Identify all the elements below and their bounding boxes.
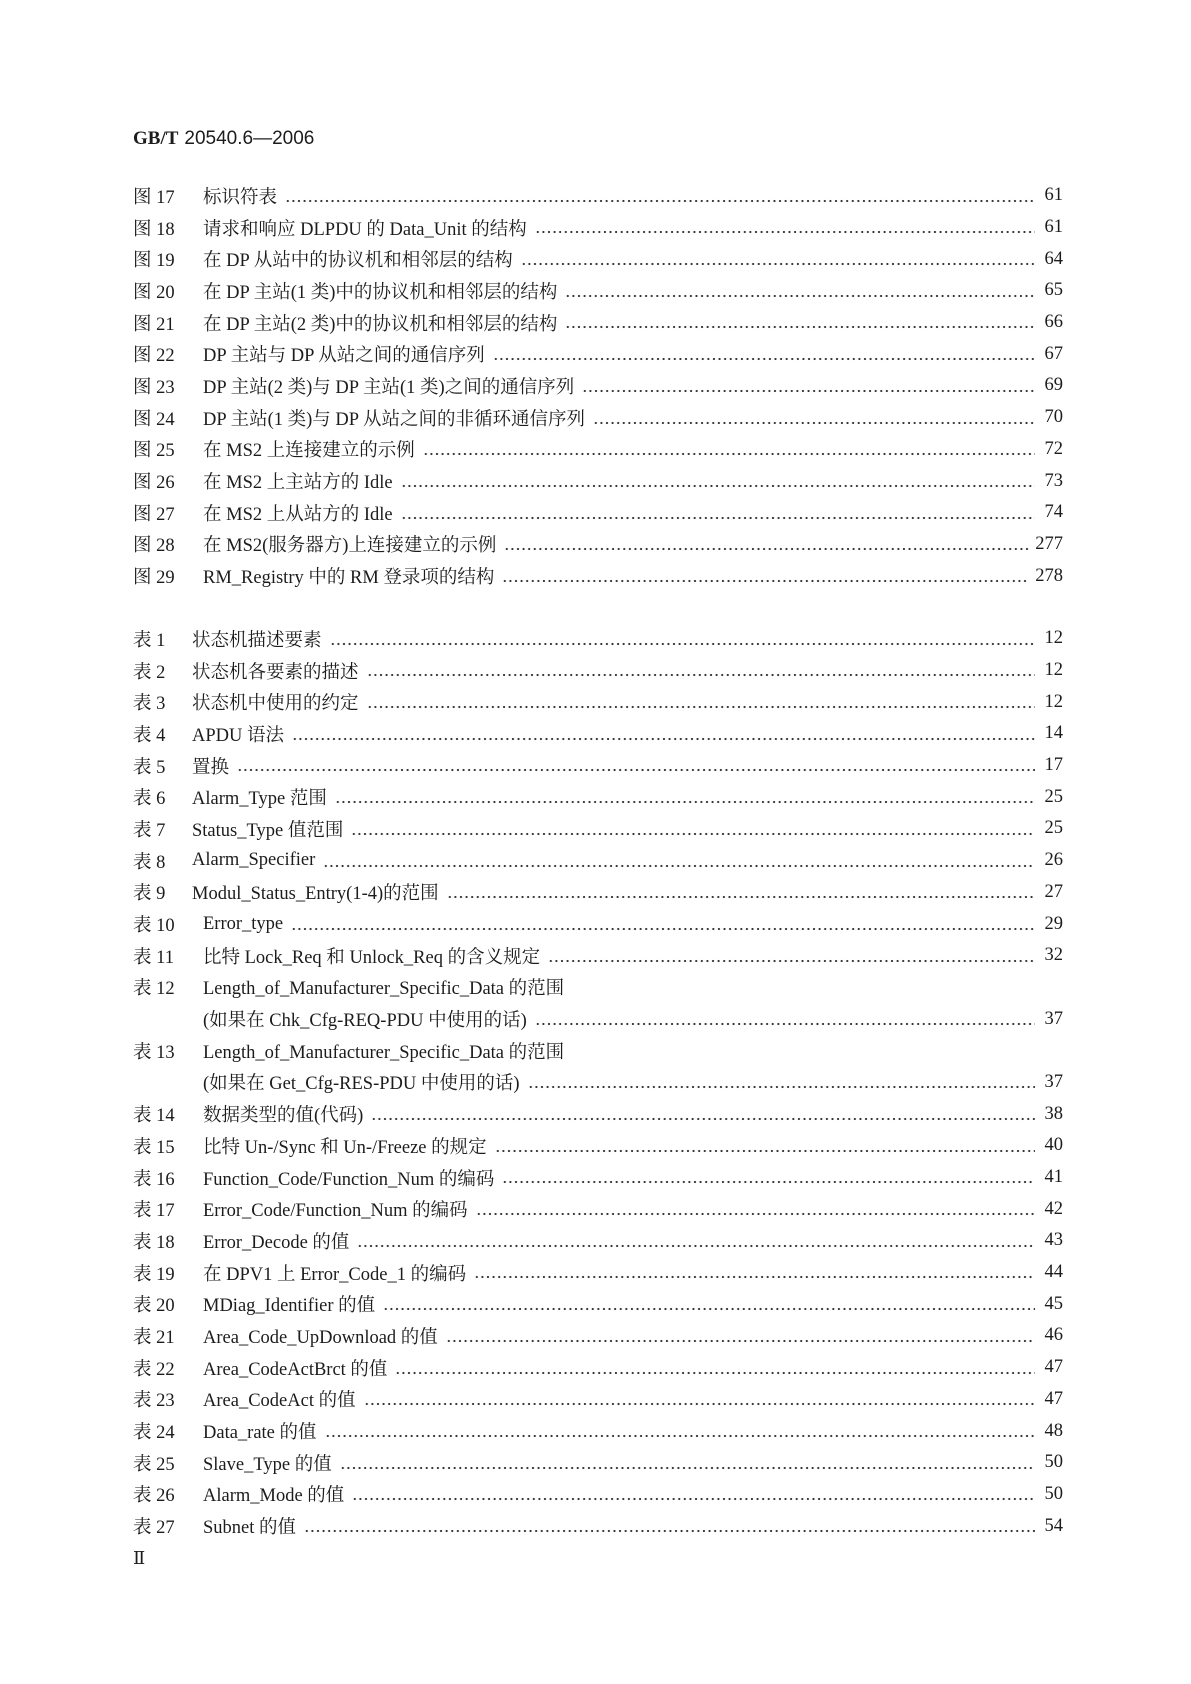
- dot-leader: [395, 1371, 1035, 1375]
- entry-continuation: (如果在 Get_Cfg-RES-PDU 中使用的话): [203, 1074, 520, 1095]
- entry-page-number: 46: [1044, 1325, 1063, 1346]
- entry-line: [133, 434, 1063, 466]
- entry-label: 表 27: [133, 1518, 175, 1539]
- entry-title: 在 DPV1 上 Error_Code_1 的编码: [203, 1264, 467, 1285]
- entry-page-number: 43: [1044, 1230, 1063, 1251]
- entry-label: 表 8: [133, 852, 166, 873]
- entry-line: [133, 877, 1063, 909]
- entry-page-number: 32: [1044, 945, 1063, 966]
- entry-line: [133, 1225, 1063, 1257]
- entry-page-number: 45: [1044, 1293, 1063, 1314]
- entry-line: [133, 845, 1063, 877]
- entry-title: 比特 Un-/Sync 和 Un-/Freeze 的规定: [203, 1137, 487, 1158]
- entry-title: DP 主站(2 类)与 DP 主站(1 类)之间的通信序列: [203, 377, 575, 398]
- entry-label: 表 15: [133, 1137, 175, 1158]
- dot-leader: [447, 895, 1035, 899]
- entry-title: Area_CodeActBrct 的值: [203, 1359, 388, 1380]
- entry-title: 比特 Lock_Req 和 Unlock_Req 的含义规定: [203, 947, 541, 968]
- entry-page-number: 66: [1044, 312, 1063, 333]
- dot-leader: [528, 1085, 1035, 1089]
- entry-page-number: 50: [1044, 1483, 1063, 1504]
- entry-page-number: 64: [1044, 248, 1063, 269]
- dot-leader: [504, 547, 1029, 551]
- entry-page-number: 278: [1035, 565, 1063, 586]
- entry-line: [133, 243, 1063, 275]
- entry-page-number: 14: [1044, 723, 1063, 744]
- entry-label: 图 25: [133, 441, 175, 462]
- entry-line: [133, 1098, 1063, 1130]
- entry-line: [133, 465, 1063, 497]
- entry-line: [133, 212, 1063, 244]
- entry-label: 表 19: [133, 1264, 175, 1285]
- figure-entry: [133, 465, 1063, 497]
- table-entry: [133, 972, 1063, 1035]
- entry-title: 在 MS2 上主站方的 Idle: [203, 473, 393, 494]
- entry-line: [133, 718, 1063, 750]
- entry-page-number: 69: [1044, 375, 1063, 396]
- entry-page-number: 26: [1044, 850, 1063, 871]
- entry-title: 状态机各要素的描述: [192, 662, 359, 683]
- figure-entry: [133, 434, 1063, 466]
- dot-leader: [582, 389, 1035, 393]
- entry-title: Error_type: [203, 913, 284, 934]
- entry-title: Alarm_Type 范围: [192, 789, 327, 810]
- entry-label: 表 17: [133, 1201, 175, 1222]
- entry-label: 图 28: [133, 536, 175, 557]
- entry-title: 数据类型的值(代码): [203, 1106, 364, 1127]
- entry-continuation: (如果在 Chk_Cfg-REQ-PDU 中使用的话): [203, 1011, 527, 1032]
- entry-line: [133, 275, 1063, 307]
- entry-title: 在 DP 从站中的协议机和相邻层的结构: [203, 251, 513, 272]
- dot-leader: [548, 959, 1035, 963]
- table-entry: [133, 940, 1063, 972]
- entry-label: 表 6: [133, 789, 166, 810]
- dot-leader: [371, 1117, 1035, 1121]
- entry-label: 图 23: [133, 377, 175, 398]
- table-entry: [133, 1225, 1063, 1257]
- dot-leader: [237, 768, 1035, 772]
- entry-title: 在 MS2(服务器方)上连接建立的示例: [203, 536, 497, 557]
- entry-title: Length_of_Manufacturer_Specific_Data 的范围: [203, 1042, 565, 1063]
- standard-code-header: [133, 128, 314, 150]
- entry-page-number: 70: [1044, 407, 1063, 428]
- entry-page-number: 72: [1044, 438, 1063, 459]
- entry-page-number: 29: [1044, 913, 1063, 934]
- entry-line: [133, 686, 1063, 718]
- entry-label: 图 24: [133, 409, 175, 430]
- table-entry: [133, 750, 1063, 782]
- entry-page-number: 25: [1044, 818, 1063, 839]
- figure-entry: [133, 370, 1063, 402]
- dot-leader: [330, 642, 1035, 646]
- table-entry: [133, 686, 1063, 718]
- entry-label: 表 4: [133, 725, 166, 746]
- entry-line: [133, 908, 1063, 940]
- entry-title: 在 MS2 上从站方的 Idle: [203, 504, 393, 525]
- dot-leader: [323, 864, 1035, 868]
- table-entry: [133, 1320, 1063, 1352]
- entry-line: [133, 972, 1063, 1004]
- entry-title: 状态机中使用的约定: [192, 694, 359, 715]
- figure-entry: [133, 243, 1063, 275]
- dot-leader: [383, 1307, 1035, 1311]
- entry-page-number: 47: [1044, 1388, 1063, 1409]
- figure-entry: [133, 180, 1063, 212]
- entry-page-number: 38: [1044, 1103, 1063, 1124]
- table-entry: [133, 1035, 1063, 1098]
- entry-page-number: 12: [1044, 691, 1063, 712]
- entry-title: APDU 语法: [192, 725, 284, 746]
- table-entry: [133, 813, 1063, 845]
- table-entry: [133, 877, 1063, 909]
- dot-leader: [493, 357, 1035, 361]
- table-index-list: [133, 623, 1063, 1542]
- entry-page-number: 12: [1044, 628, 1063, 649]
- entry-label: 图 27: [133, 504, 175, 525]
- dot-leader: [291, 927, 1035, 931]
- entry-label: 表 26: [133, 1486, 175, 1507]
- figure-entry: [133, 402, 1063, 434]
- dot-leader: [502, 1180, 1035, 1184]
- figure-entry: [133, 307, 1063, 339]
- entry-title: Status_Type 值范围: [192, 820, 344, 841]
- entry-label: 表 16: [133, 1169, 175, 1190]
- entry-title: 在 DP 主站(2 类)中的协议机和相邻层的结构: [203, 314, 558, 335]
- entry-line: [133, 1479, 1063, 1511]
- entry-page-number: 54: [1044, 1515, 1063, 1536]
- entry-title: 在 MS2 上连接建立的示例: [203, 441, 415, 462]
- entry-label: 表 22: [133, 1359, 175, 1380]
- table-entry: [133, 1288, 1063, 1320]
- entry-line: [133, 370, 1063, 402]
- dot-leader: [565, 294, 1035, 298]
- entry-line: [133, 1257, 1063, 1289]
- entry-title: Error_Code/Function_Num 的编码: [203, 1201, 468, 1222]
- entry-line: [133, 1320, 1063, 1352]
- dot-leader: [335, 800, 1035, 804]
- dot-leader: [423, 452, 1035, 456]
- table-entry: [133, 1352, 1063, 1384]
- table-entry: [133, 1384, 1063, 1416]
- dot-leader: [367, 673, 1035, 677]
- entry-label: 表 13: [133, 1042, 175, 1063]
- entry-label: 表 3: [133, 694, 166, 715]
- page-number: Ⅱ: [133, 1548, 146, 1569]
- table-entry: [133, 908, 1063, 940]
- table-entry: [133, 1162, 1063, 1194]
- entry-title: RM_Registry 中的 RM 登录项的结构: [203, 568, 495, 589]
- entry-line: [133, 338, 1063, 370]
- figure-entry: [133, 275, 1063, 307]
- dot-leader: [401, 484, 1035, 488]
- entry-page-number: 65: [1044, 280, 1063, 301]
- entry-label: 图 29: [133, 568, 175, 589]
- entry-label: 图 22: [133, 346, 175, 367]
- entry-label: 图 17: [133, 187, 175, 208]
- entry-line: [133, 781, 1063, 813]
- table-entry: [133, 1098, 1063, 1130]
- entry-page-number: 73: [1044, 470, 1063, 491]
- entry-label: 图 21: [133, 314, 175, 335]
- entry-page-number: 47: [1044, 1357, 1063, 1378]
- entry-line: [133, 813, 1063, 845]
- dot-leader: [285, 199, 1035, 203]
- entry-page-number: 48: [1044, 1420, 1063, 1441]
- entry-title: Function_Code/Function_Num 的编码: [203, 1169, 495, 1190]
- entry-page-number: 74: [1044, 502, 1063, 523]
- entry-label: 表 18: [133, 1232, 175, 1253]
- table-entry: [133, 1257, 1063, 1289]
- dot-leader: [502, 579, 1029, 583]
- entry-title: Modul_Status_Entry(1-4)的范围: [192, 884, 439, 905]
- entry-line: [133, 1415, 1063, 1447]
- dot-leader: [446, 1339, 1035, 1343]
- dot-leader: [367, 705, 1035, 709]
- entry-page-number: 41: [1044, 1167, 1063, 1188]
- entry-label: 表 21: [133, 1327, 175, 1348]
- table-entry: [133, 655, 1063, 687]
- dot-leader: [340, 1466, 1035, 1470]
- entry-line: [133, 560, 1063, 592]
- entry-page-number: 44: [1044, 1262, 1063, 1283]
- entry-label: 表 25: [133, 1454, 175, 1475]
- entry-page-number: 277: [1035, 533, 1063, 554]
- entry-label: 表 23: [133, 1391, 175, 1412]
- dot-leader: [476, 1212, 1035, 1216]
- entry-line: [133, 180, 1063, 212]
- entry-label: 图 26: [133, 473, 175, 494]
- table-entry: [133, 1510, 1063, 1542]
- entry-label: 表 9: [133, 884, 166, 905]
- dot-leader: [351, 832, 1035, 836]
- dot-leader: [593, 421, 1035, 425]
- entry-page-number: 50: [1044, 1452, 1063, 1473]
- entry-label: 表 10: [133, 916, 175, 937]
- dot-leader: [352, 1497, 1035, 1501]
- entry-line: [133, 1130, 1063, 1162]
- figure-entry: [133, 497, 1063, 529]
- table-entry: [133, 1193, 1063, 1225]
- entry-page-number: 12: [1044, 660, 1063, 681]
- entry-line: [133, 1003, 1063, 1035]
- entry-page-number: 17: [1044, 755, 1063, 776]
- entry-page-number: 37: [1044, 1071, 1063, 1092]
- figure-index-list: [133, 180, 1063, 592]
- entry-line: [133, 402, 1063, 434]
- entry-title: DP 主站(1 类)与 DP 从站之间的非循环通信序列: [203, 409, 585, 430]
- table-entry: [133, 1415, 1063, 1447]
- dot-leader: [364, 1402, 1035, 1406]
- entry-label: 表 7: [133, 820, 166, 841]
- table-entry: [133, 623, 1063, 655]
- figure-entry: [133, 560, 1063, 592]
- entry-title: 置换: [192, 757, 230, 778]
- entry-title: Slave_Type 的值: [203, 1454, 332, 1475]
- entry-title: DP 主站与 DP 从站之间的通信序列: [203, 346, 485, 367]
- entry-title: Data_rate 的值: [203, 1423, 317, 1444]
- entry-title: Alarm_Specifier: [192, 850, 316, 871]
- entry-title: 请求和响应 DLPDU 的 Data_Unit 的结构: [203, 219, 527, 240]
- dot-leader: [325, 1434, 1035, 1438]
- entry-line: [133, 1162, 1063, 1194]
- entry-label: 表 14: [133, 1106, 175, 1127]
- dot-leader: [401, 516, 1035, 520]
- entry-line: [133, 497, 1063, 529]
- entry-line: [133, 1510, 1063, 1542]
- table-entry: [133, 1447, 1063, 1479]
- figure-entry: [133, 529, 1063, 561]
- entry-title: 状态机描述要素: [192, 630, 322, 651]
- entry-page-number: 25: [1044, 786, 1063, 807]
- entry-line: [133, 623, 1063, 655]
- entry-line: [133, 1352, 1063, 1384]
- entry-label: 图 20: [133, 282, 175, 303]
- entry-line: [133, 307, 1063, 339]
- entry-page-number: 67: [1044, 343, 1063, 364]
- dot-leader: [535, 1022, 1035, 1026]
- dot-leader: [535, 230, 1035, 234]
- table-entry: [133, 1479, 1063, 1511]
- figure-entry: [133, 212, 1063, 244]
- entry-line: [133, 1447, 1063, 1479]
- dot-leader: [565, 325, 1035, 329]
- dot-leader: [495, 1149, 1035, 1153]
- entry-line: [133, 940, 1063, 972]
- table-entry: [133, 781, 1063, 813]
- entry-label: 表 2: [133, 662, 166, 683]
- dot-leader: [357, 1244, 1035, 1248]
- entry-title: 在 DP 主站(1 类)中的协议机和相邻层的结构: [203, 282, 558, 303]
- entry-page-number: 61: [1044, 185, 1063, 206]
- entry-title: MDiag_Identifier 的值: [203, 1296, 376, 1317]
- table-entry: [133, 1130, 1063, 1162]
- entry-line: [133, 750, 1063, 782]
- entry-title: Area_CodeAct 的值: [203, 1391, 356, 1412]
- entry-title: Length_of_Manufacturer_Specific_Data 的范围: [203, 979, 565, 1000]
- table-entry: [133, 718, 1063, 750]
- dot-leader: [474, 1275, 1035, 1279]
- entry-label: 表 11: [133, 947, 174, 968]
- dot-leader: [292, 737, 1035, 741]
- entry-label: 表 5: [133, 757, 166, 778]
- entry-label: 表 20: [133, 1296, 175, 1317]
- entry-page-number: 42: [1044, 1198, 1063, 1219]
- entry-line: [133, 1035, 1063, 1067]
- dot-leader: [304, 1529, 1035, 1533]
- entry-line: [133, 1193, 1063, 1225]
- entry-title: Area_Code_UpDownload 的值: [203, 1327, 438, 1348]
- table-entry: [133, 845, 1063, 877]
- figure-entry: [133, 338, 1063, 370]
- entry-line: [133, 1067, 1063, 1099]
- entry-label: 图 19: [133, 251, 175, 272]
- entry-title: Subnet 的值: [203, 1518, 297, 1539]
- entry-line: [133, 655, 1063, 687]
- entry-title: Error_Decode 的值: [203, 1232, 350, 1253]
- entry-page-number: 37: [1044, 1008, 1063, 1029]
- standard-prefix: GB/T: [133, 128, 179, 149]
- dot-leader: [521, 262, 1035, 266]
- entry-page-number: 40: [1044, 1135, 1063, 1156]
- entry-label: 表 1: [133, 630, 166, 651]
- entry-label: 图 18: [133, 219, 175, 240]
- entry-line: [133, 1384, 1063, 1416]
- entry-title: Alarm_Mode 的值: [203, 1486, 345, 1507]
- entry-page-number: 27: [1044, 881, 1063, 902]
- entry-label: 表 12: [133, 979, 175, 1000]
- entry-line: [133, 1288, 1063, 1320]
- entry-label: 表 24: [133, 1423, 175, 1444]
- entry-page-number: 61: [1044, 217, 1063, 238]
- standard-number: 20540.6—2006: [184, 128, 315, 149]
- entry-line: [133, 529, 1063, 561]
- entry-title: 标识符表: [203, 187, 278, 208]
